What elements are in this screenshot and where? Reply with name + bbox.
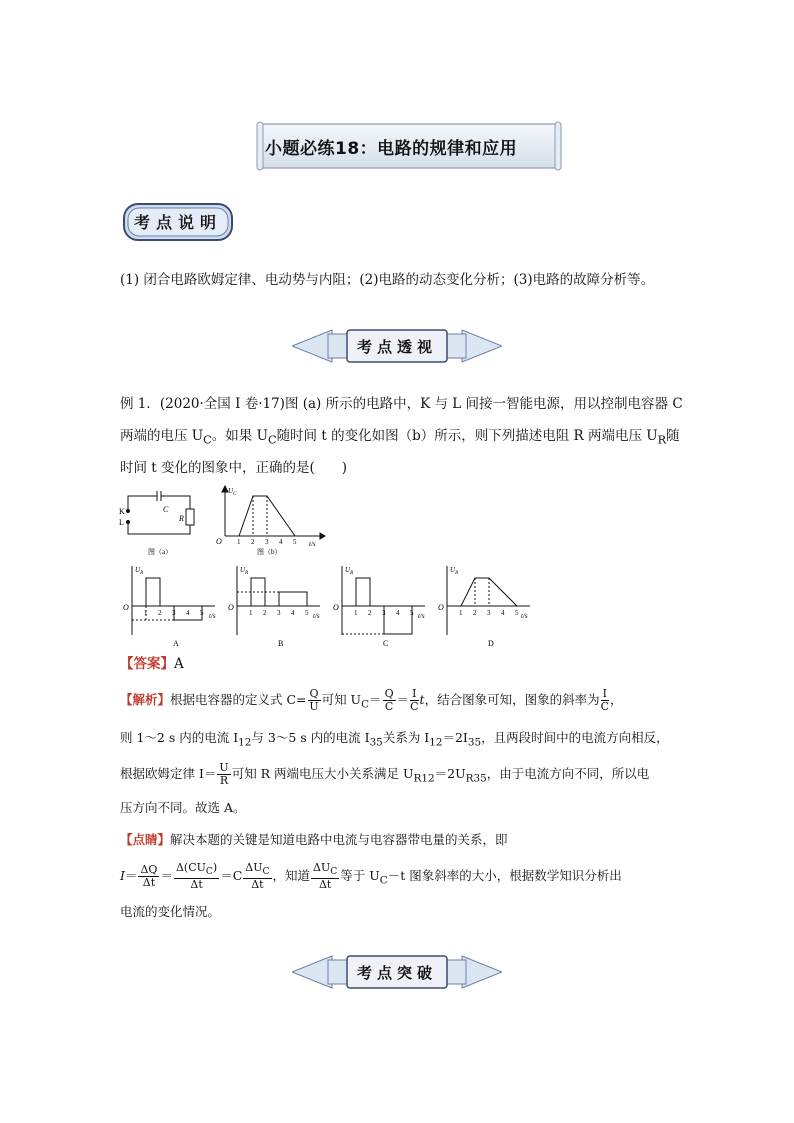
svg-text:3: 3 (487, 609, 491, 617)
svg-text:2: 2 (263, 609, 267, 617)
svg-text:4: 4 (279, 538, 283, 546)
analysis-line-3: 根据欧姆定律 I＝ $\frac{U}{R}$ 可知 R 两端电压大小关系满足 $U_{R12}=2U_{R35}$，由于电流方向不同，所以电 (120, 761, 650, 787)
fig-b-caption: 图（b） (257, 548, 282, 556)
note-line-3: 电流的变化情况。 (120, 904, 221, 919)
label-k: K (119, 507, 125, 516)
option-b-graph (237, 566, 320, 635)
note-line-2: I＝ $\frac{\Delta Q}{\Delta t}$ ＝ $\frac{\Delta(CU_C)}{\Delta t}$ ＝C $\frac{\Delta U_C}{\Delta t}$ ，知道 $\frac{\Delta U_C}{\Delta t}$ 等于 $U_C-t$ 图象斜率的大小，根据数学知识分析出 (120, 861, 622, 892)
figures-ab (115, 484, 345, 560)
svg-text:4: 4 (291, 609, 295, 617)
answer-line: 【答案】A (120, 656, 184, 672)
svg-text:1: 1 (459, 609, 463, 617)
svg-text:5: 5 (410, 609, 414, 617)
example-line-2: 两端的电压 $U_C$。如果 $U_C$随时间 t 的变化如图（b）所示，则下列描述电阻 R 两端电压 $U_R$随 (120, 428, 680, 447)
circuit-diagram (127, 491, 195, 534)
svg-text:t/s: t/s (521, 612, 528, 620)
page-title: 小题必练18：电路的规律和应用 (265, 139, 518, 159)
svg-text:4: 4 (186, 609, 190, 617)
note-line-1: 【点睛】解决本题的关键是知道电路中电流与电容器带电量的关系，即 (120, 832, 508, 847)
svg-text:2: 2 (158, 609, 162, 617)
svg-text:5: 5 (200, 609, 204, 617)
svg-text:5: 5 (305, 609, 309, 617)
svg-text:UR: $U_R$ (240, 566, 249, 576)
svg-text:t/s: t/s (418, 612, 425, 620)
svg-text:UR: $U_R$ (345, 566, 354, 576)
svg-text:t/s: t/s (209, 612, 216, 620)
svg-text:t/s: t/s (309, 540, 316, 548)
label-c: C (163, 505, 169, 514)
svg-text:UR: $U_R$ (450, 566, 459, 576)
fig-a-caption: 图（a） (148, 548, 173, 556)
analysis-line-4: 压方向不同。故选 A。 (120, 800, 246, 815)
section-badge-label: 考点说明 (133, 213, 222, 232)
svg-text:1: 1 (144, 609, 148, 617)
svg-text:1: 1 (249, 609, 253, 617)
graph-uc (222, 486, 325, 539)
analysis-line-1: 【解析】根据电容器的定义式 C= $\frac{Q}{U}$ 可知 $U_C=$ $\frac{Q}{C}$ ＝ $\frac{I}{C}$ t，结合图象可知，图象的斜率为 $\frac{I}{C}$ ， (120, 687, 623, 713)
svg-text:O: O (438, 603, 444, 612)
svg-text:t/s: t/s (313, 612, 320, 620)
example-line-1: 例 1．(2020·全国 I 卷·17)图 (a) 所示的电路中，K 与 L 间接一智能电源，用以控制电容器 C (120, 396, 683, 412)
svg-text:O: O (228, 603, 234, 612)
section1-text: (1) 闭合电路欧姆定律、电动势与内阻；(2)电路的动态变化分析；(3)电路的故障分析等。 (120, 272, 655, 288)
svg-text:O: O (333, 603, 339, 612)
example-line-3: 时间 t 变化的图象中，正确的是( ) (120, 460, 348, 476)
svg-text:1: 1 (237, 538, 241, 546)
svg-text:2: 2 (473, 609, 477, 617)
svg-text:3: 3 (172, 609, 176, 617)
label-r: R (179, 514, 184, 523)
svg-text:2: 2 (251, 538, 255, 546)
option-c-label: C (383, 639, 389, 648)
axis-origin: O (216, 537, 222, 546)
option-a-graph (132, 566, 215, 635)
svg-text:O: O (123, 603, 129, 612)
option-graphs (115, 560, 535, 655)
svg-text:4: 4 (501, 609, 505, 617)
option-b-label: B (278, 639, 284, 648)
svg-text:UR: $U_R$ (135, 566, 144, 576)
section-banner-label: 考点透视 (356, 338, 437, 356)
option-d-label: D (488, 639, 494, 648)
section-banner-label-2: 考点突破 (356, 964, 437, 982)
label-l: L (119, 518, 124, 527)
analysis-line-2: 则 1～2 s 内的电流 $I_{12}$与 3～5 s 内的电流 $I_{35}$关系为 $I_{12}=2I_{35}$，且两段时间中的电流方向相反， (120, 730, 669, 749)
svg-text:1: 1 (354, 609, 358, 617)
option-c-graph (342, 566, 425, 635)
axis-uc: $U_C$ (228, 487, 237, 497)
svg-text:3: 3 (277, 609, 281, 617)
svg-text:3: 3 (382, 609, 386, 617)
option-a-label: A (173, 639, 179, 648)
svg-text:5: 5 (293, 538, 297, 546)
svg-text:5: 5 (515, 609, 519, 617)
option-d-graph (447, 566, 530, 635)
svg-text:4: 4 (396, 609, 400, 617)
svg-text:3: 3 (265, 538, 269, 546)
svg-text:2: 2 (368, 609, 372, 617)
